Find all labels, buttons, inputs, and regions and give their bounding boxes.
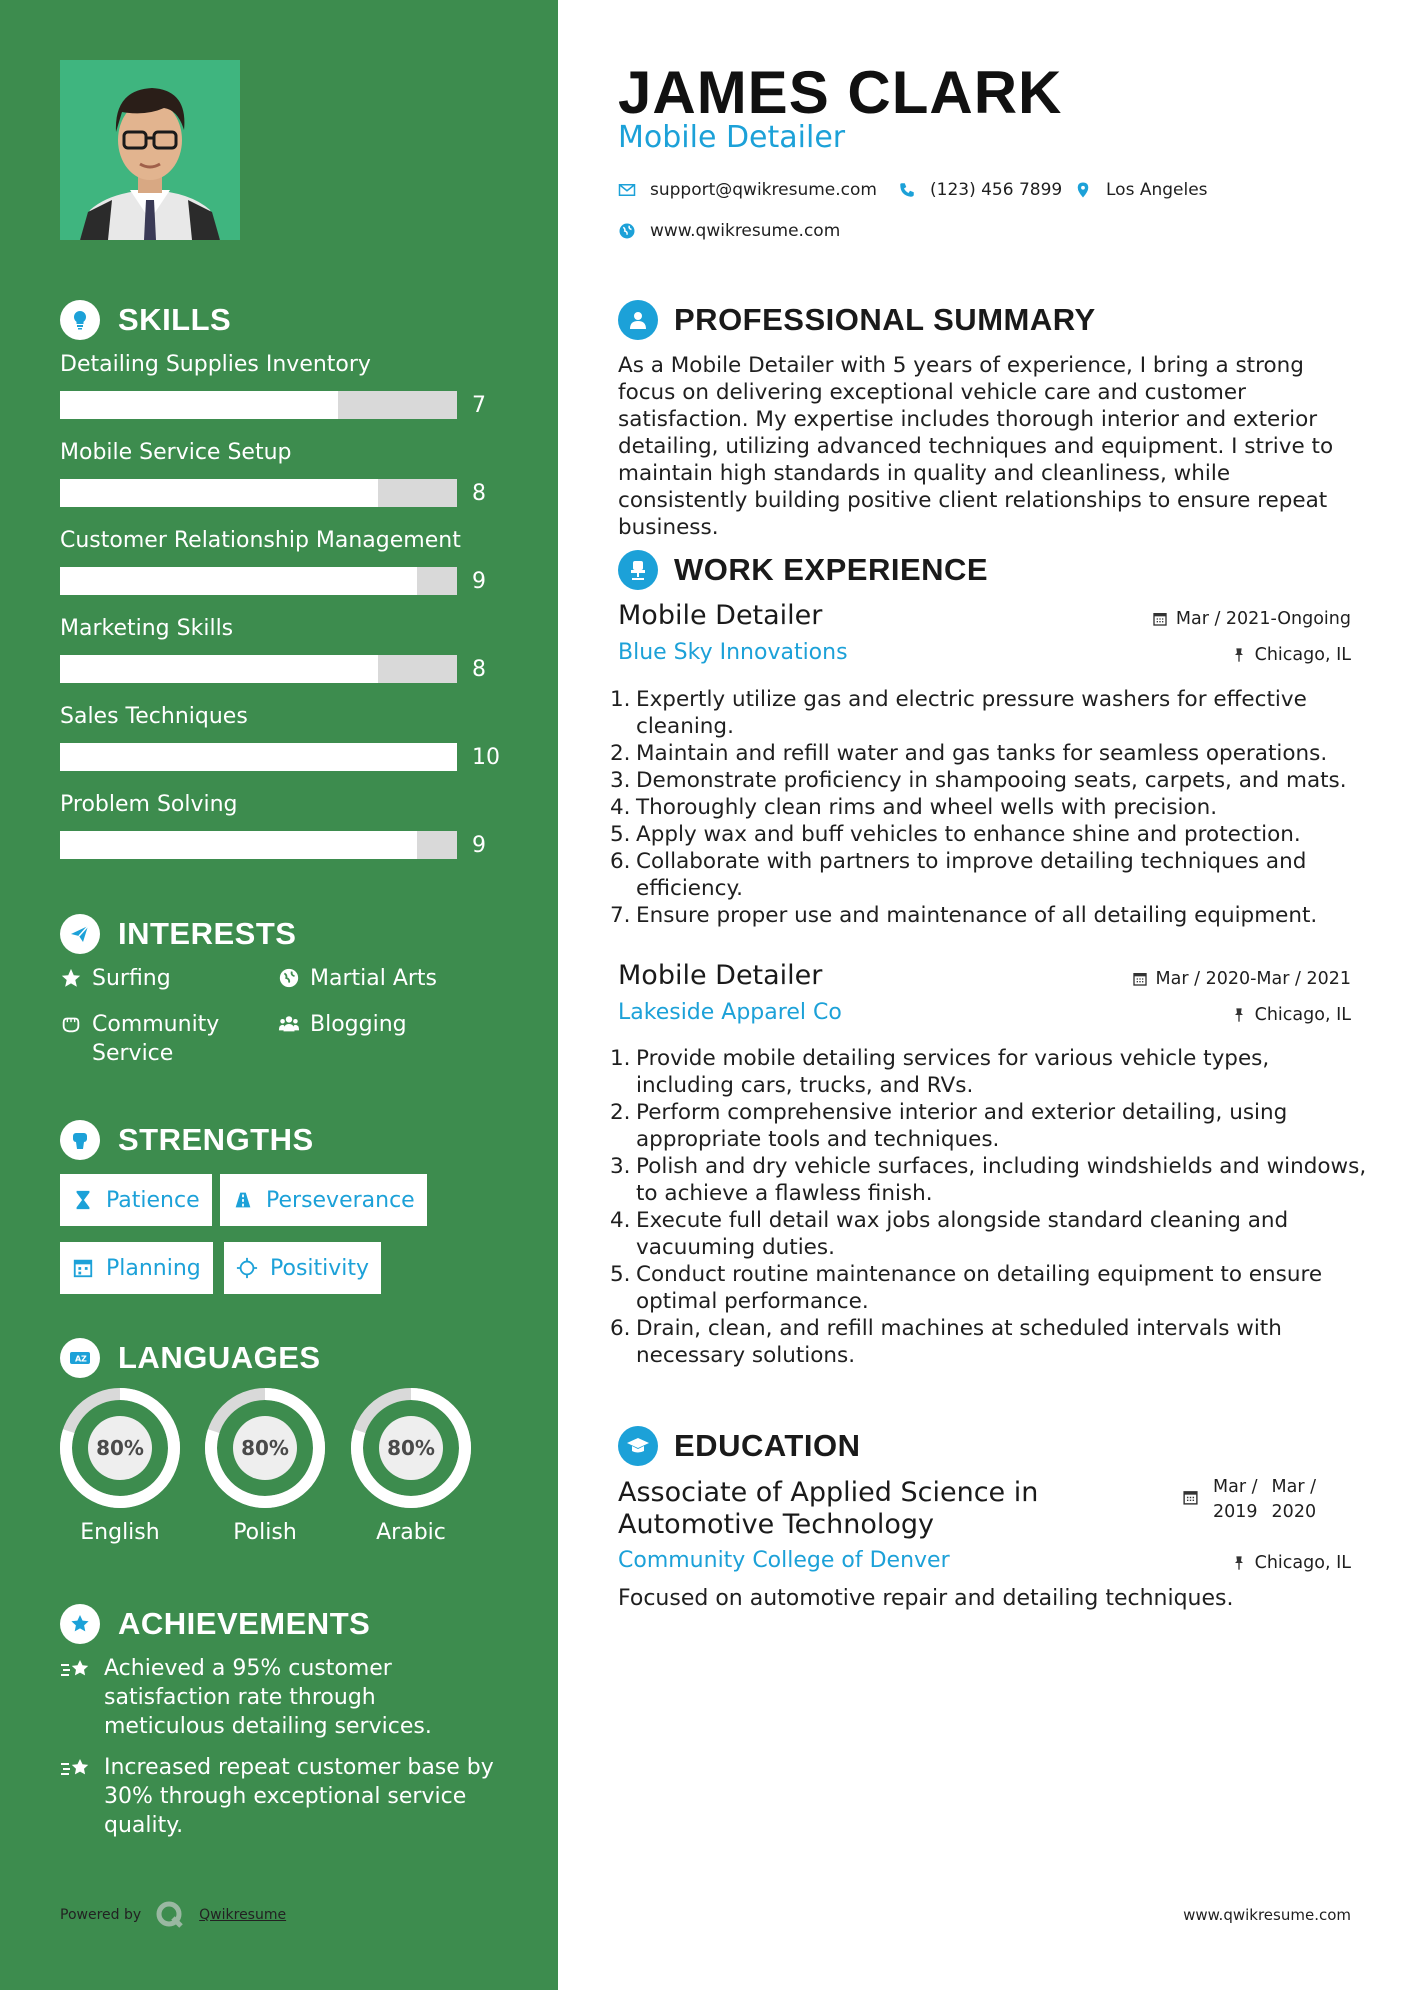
achievement-item: Achieved a 95% customer satisfaction rate through meticulous detailing services.	[60, 1654, 500, 1741]
languages-heading: A Z LANGUAGES	[60, 1338, 321, 1378]
education-dates: Mar / 2019 Mar / 2020	[1182, 1475, 1316, 1525]
skill-fill	[60, 567, 417, 595]
skill-item	[60, 704, 500, 771]
skill-bar	[60, 479, 457, 507]
pushpin-icon	[1231, 1555, 1247, 1571]
skill-bar	[60, 567, 457, 595]
list-item: 3. Demonstrate proficiency in shampooing seats, carpets, and mats.	[610, 768, 1347, 793]
job-location: Chicago, IL	[1231, 1005, 1351, 1025]
experience-heading: WORK EXPERIENCE	[618, 550, 988, 590]
qwikresume-link[interactable]: Qwikresume	[199, 1907, 287, 1923]
duties-list	[610, 1045, 1370, 1369]
candidate-name: JAMES CLARK	[618, 59, 1063, 126]
skill-value: 10	[472, 744, 500, 770]
calendar-icon	[1182, 1489, 1199, 1506]
users-icon	[278, 1013, 300, 1035]
job-location: Chicago, IL	[1231, 645, 1351, 665]
svg-text:A: A	[75, 1354, 82, 1364]
list-item: 2. Maintain and refill water and gas tanks for seamless operations.	[610, 741, 1328, 766]
svg-text:80%: 80%	[241, 1436, 289, 1460]
company-name: Blue Sky Innovations	[618, 640, 848, 665]
list-item: 5. Conduct routine maintenance on detailing equipment to ensure optimal performance.	[610, 1262, 1323, 1314]
skill-item	[60, 440, 500, 507]
skill-fill	[60, 743, 457, 771]
user-icon	[618, 300, 658, 340]
language-ring	[203, 1386, 327, 1510]
summary-heading: PROFESSIONAL SUMMARY	[618, 300, 1096, 340]
skill-value: 9	[472, 832, 486, 858]
job-title: Mobile Detailer	[618, 600, 823, 631]
language-item	[203, 1386, 327, 1545]
phone-icon	[898, 181, 916, 199]
skill-name: Sales Techniques	[60, 704, 248, 729]
skill-value: 8	[472, 480, 486, 506]
hand-icon	[60, 1013, 82, 1035]
profile-photo	[60, 60, 240, 240]
interest-item: Martial Arts	[278, 964, 437, 993]
skill-fill	[60, 479, 378, 507]
strength-badge: Planning	[60, 1242, 213, 1294]
skills-heading: SKILLS	[60, 300, 231, 340]
list-item: 1. Expertly utilize gas and electric pressure washers for effective cleaning.	[610, 687, 1307, 739]
svg-text:80%: 80%	[387, 1436, 435, 1460]
contact-phone[interactable]: (123) 456 7899	[898, 180, 1062, 200]
education-location: Chicago, IL	[1231, 1553, 1351, 1573]
shooting-star-icon	[60, 1656, 92, 1684]
skill-bar	[60, 655, 457, 683]
interest-item: Surfing	[60, 964, 171, 993]
sun-icon	[236, 1257, 258, 1279]
skill-name: Marketing Skills	[60, 616, 234, 641]
lightbulb-icon	[60, 300, 100, 340]
skill-bar	[60, 391, 457, 419]
language-name: English	[80, 1520, 160, 1545]
strength-badge: Patience	[60, 1174, 212, 1226]
interest-item: Community Service	[60, 1010, 240, 1068]
svg-text:Z: Z	[81, 1354, 88, 1364]
language-item	[349, 1386, 473, 1545]
skill-fill	[60, 391, 338, 419]
skill-bar	[60, 831, 457, 859]
sidebar	[0, 0, 558, 1990]
skill-value: 8	[472, 656, 486, 682]
pushpin-icon	[1231, 1007, 1247, 1023]
translate-icon	[60, 1338, 100, 1378]
list-item: 1. Provide mobile detailing services for various vehicle types, including cars, trucks, and RVs.	[610, 1046, 1270, 1098]
strengths-heading: STRENGTHS	[60, 1120, 314, 1160]
star-icon	[60, 967, 82, 989]
road-icon	[232, 1189, 254, 1211]
qwikresume-logo-icon	[155, 1900, 185, 1930]
education-description: Focused on automotive repair and detailing techniques.	[618, 1586, 1234, 1611]
list-item: 4. Thoroughly clean rims and wheel wells with precision.	[610, 795, 1218, 820]
interest-item: Blogging	[278, 1010, 407, 1039]
language-item	[58, 1386, 182, 1545]
language-name: Arabic	[376, 1520, 446, 1545]
calendar-icon	[1152, 611, 1168, 627]
pushpin-icon	[1231, 647, 1247, 663]
skill-fill	[60, 655, 378, 683]
list-item: 7. Ensure proper use and maintenance of all detailing equipment.	[610, 903, 1318, 928]
skill-value: 9	[472, 568, 486, 594]
calendar-icon	[1132, 971, 1148, 987]
summary-text: As a Mobile Detailer with 5 years of experience, I bring a strong focus on delivering exceptional vehicle care and customer satisfaction. My expertise includes thorough interior and exterior detailing, utilizing advanced techniques and equipment. I strive to maintain high standards in quality and cleanliness, while consistently building positive client relationships to ensure repeat business.	[618, 353, 1334, 540]
hourglass-icon	[72, 1189, 94, 1211]
skill-bar	[60, 743, 457, 771]
globe-icon	[278, 967, 300, 989]
svg-text:80%: 80%	[96, 1436, 144, 1460]
language-name: Polish	[233, 1520, 297, 1545]
list-item: 6. Drain, clean, and refill machines at scheduled intervals with necessary solutions.	[610, 1316, 1282, 1368]
education-heading: EDUCATION	[618, 1426, 860, 1466]
list-item: 4. Execute full detail wax jobs alongside standard cleaning and vacuuming duties.	[610, 1208, 1289, 1260]
skill-item	[60, 616, 500, 683]
job-dates: Mar / 2020-Mar / 2021	[1132, 969, 1351, 989]
achievement-item: Increased repeat customer base by 30% through exceptional service quality.	[60, 1753, 500, 1840]
star-badge-icon	[60, 1604, 100, 1644]
skill-name: Mobile Service Setup	[60, 440, 292, 465]
company-name: Lakeside Apparel Co	[618, 1000, 842, 1025]
education-degree: Associate of Applied Science in Automotive Technology	[618, 1477, 1039, 1540]
shooting-star-icon	[60, 1755, 92, 1783]
duties-list	[610, 686, 1370, 929]
skill-name: Detailing Supplies Inventory	[60, 352, 371, 377]
list-item: 3. Polish and dry vehicle surfaces, including windshields and windows, to achieve a flawless finish.	[610, 1154, 1367, 1206]
envelope-icon	[618, 181, 636, 199]
contact-location: Los Angeles	[1074, 180, 1208, 200]
contact-email[interactable]: support@qwikresume.com	[618, 180, 877, 200]
strength-badge: Positivity	[224, 1242, 381, 1294]
office-chair-icon	[618, 550, 658, 590]
job-title: Mobile Detailer	[618, 960, 823, 991]
map-pin-icon	[1074, 181, 1092, 199]
strength-badge: Perseverance	[220, 1174, 427, 1226]
school-name: Community College of Denver	[618, 1548, 950, 1573]
list-item: 5. Apply wax and buff vehicles to enhance shine and protection.	[610, 822, 1301, 847]
globe-icon	[618, 222, 636, 240]
skill-name: Customer Relationship Management	[60, 528, 461, 553]
contact-website[interactable]: www.qwikresume.com	[618, 221, 840, 241]
graduation-cap-icon	[618, 1426, 658, 1466]
skill-item	[60, 792, 500, 859]
skill-item	[60, 528, 500, 595]
language-ring	[58, 1386, 182, 1510]
skill-item	[60, 352, 500, 419]
powered-by: Powered by Qwikresume	[60, 1900, 286, 1930]
fist-icon	[60, 1120, 100, 1160]
list-item: 6. Collaborate with partners to improve detailing techniques and efficiency.	[610, 849, 1307, 901]
calendar-icon	[72, 1257, 94, 1279]
footer-url[interactable]: www.qwikresume.com	[1183, 1906, 1351, 1924]
language-ring	[349, 1386, 473, 1510]
main-content	[558, 0, 1407, 1990]
interests-heading: INTERESTS	[60, 914, 296, 954]
job-dates: Mar / 2021-Ongoing	[1152, 609, 1351, 629]
skill-value: 7	[472, 392, 486, 418]
paper-plane-icon	[60, 914, 100, 954]
achievements-heading: ACHIEVEMENTS	[60, 1604, 370, 1644]
skill-name: Problem Solving	[60, 792, 238, 817]
candidate-role: Mobile Detailer	[618, 120, 846, 155]
skill-fill	[60, 831, 417, 859]
list-item: 2. Perform comprehensive interior and exterior detailing, using appropriate tools and techniques.	[610, 1100, 1288, 1152]
